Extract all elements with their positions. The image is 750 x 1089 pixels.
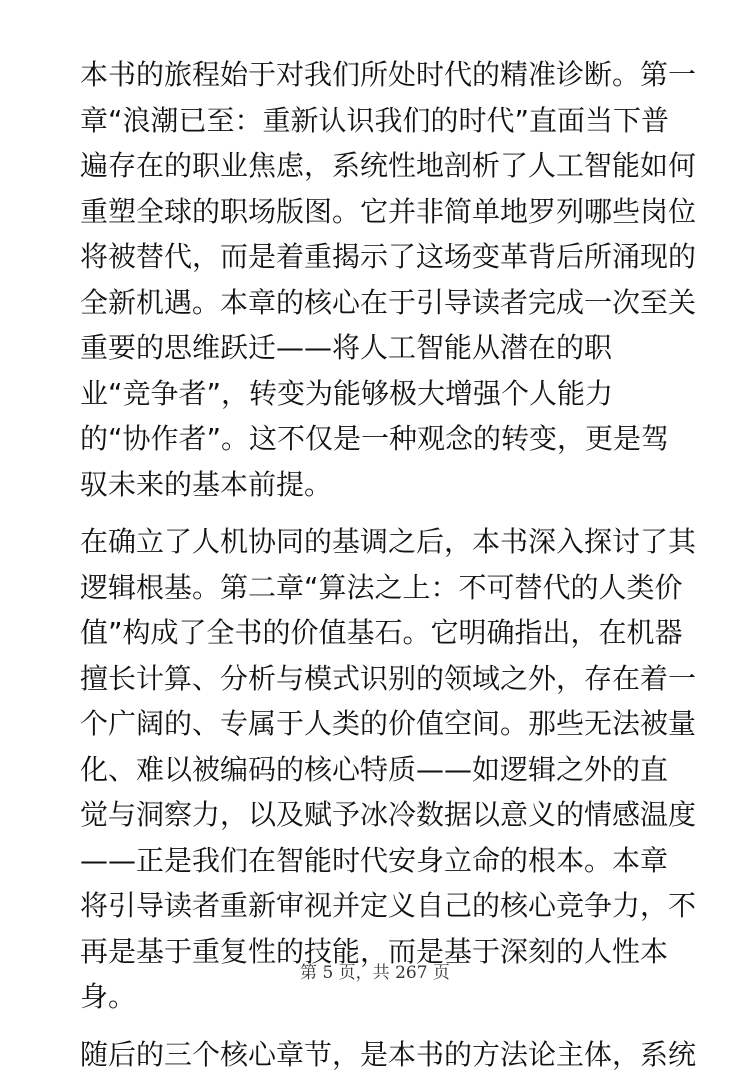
text-line: 业“竞争者”，转变为能够极大增强个人能力: [80, 376, 614, 410]
text-line: 身。: [80, 980, 137, 1013]
text-line: 重塑全球的职场版图。它并非简单地罗列哪些岗位: [80, 194, 697, 228]
text-line: 重要的思维跃迁——将人工智能从潜在的职: [80, 331, 613, 364]
text-line: 将被替代，而是着重揭示了这场变革背后所涌现的: [80, 240, 697, 273]
text-line: 擅长计算、分析与模式识别的领域之外，存在着一: [80, 661, 697, 695]
text-line: 全新机遇。本章的核心在于引导读者完成一次至关: [80, 285, 697, 319]
text-line: 觉与洞察力，以及赋予冰冷数据以意义的情感温度: [80, 798, 697, 831]
text-line: 值”构成了全书的价值基石。它明确指出，在机器: [80, 616, 683, 649]
paragraph-2: [80, 519, 697, 1020]
text-line: 化、难以被编码的核心特质——如逻辑之外的直: [80, 752, 669, 786]
text-line: ——正是我们在智能时代安身立命的根本。本章: [80, 843, 669, 877]
page-number-footer: 第 5 页，共 267 页: [300, 963, 450, 983]
paragraph-3: [80, 1032, 697, 1078]
body-text: [80, 52, 697, 1089]
text-line: 遍存在的职业焦虑，系统性地剖析了人工智能如何: [80, 149, 697, 182]
text-line: 在确立了人机协同的基调之后，本书深入探讨了其: [80, 525, 697, 558]
text-line: 驭未来的基本前提。: [80, 467, 333, 501]
text-line: 将引导读者重新审视并定义自己的核心竞争力，不: [80, 889, 697, 922]
text-line: 再是基于重复性的技能，而是基于深刻的人性本: [80, 934, 669, 968]
text-line: 章“浪潮已至：重新认识我们的时代”直面当下普: [80, 103, 670, 137]
text-line: 随后的三个核心章节，是本书的方法论主体，系统: [80, 1037, 697, 1071]
text-line: 个广阔的、专属于人类的价值空间。那些无法被量: [80, 707, 697, 740]
text-line: 逻辑根基。第二章“算法之上：不可替代的人类价: [80, 570, 683, 604]
text-line: 本书的旅程始于对我们所处时代的精准诊断。第一: [80, 58, 697, 91]
paragraph-1: [80, 52, 697, 507]
text-line: 的“协作者”。这不仅是一种观念的转变，更是驾: [80, 422, 670, 455]
